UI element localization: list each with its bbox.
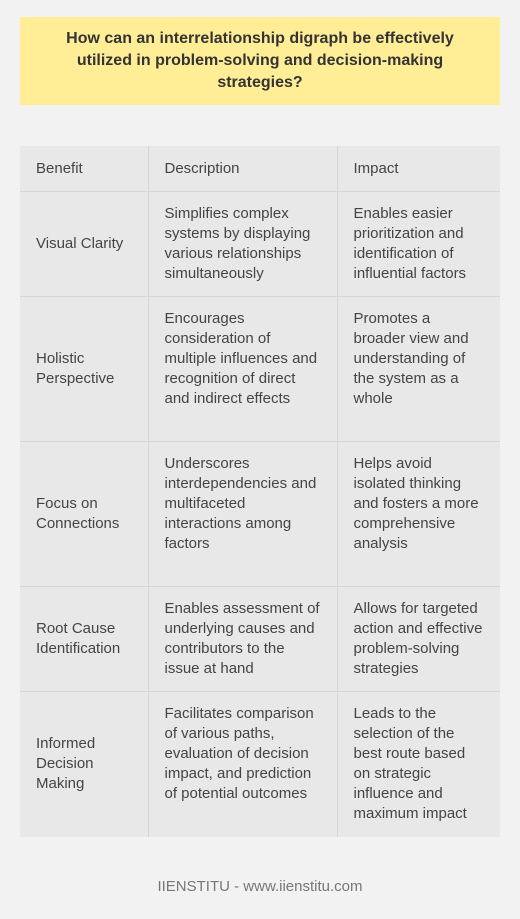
- benefits-table: [20, 146, 500, 837]
- question-title: How can an interrelationship digraph be effectively utilized in problem-solving and decision-making strategies?: [66, 30, 454, 91]
- benefit-cell: Holistic Perspective: [20, 297, 148, 442]
- description-cell: Underscores interdependencies and multifaceted interactions among factors: [148, 442, 337, 587]
- footer-credit: IIENSTITU - www.iienstitu.com: [157, 878, 363, 895]
- table-row: [20, 692, 500, 837]
- header-description: Description: [148, 146, 337, 192]
- header-impact: Impact: [337, 146, 500, 192]
- impact-cell: Leads to the selection of the best route based on strategic influence and maximum impact: [337, 692, 500, 837]
- benefit-cell: Focus on Connections: [20, 442, 148, 587]
- impact-cell: Allows for targeted action and effective problem-solving strategies: [337, 587, 500, 692]
- benefit-cell: Root Cause Identification: [20, 587, 148, 692]
- impact-cell: Promotes a broader view and understanding of the system as a whole: [337, 297, 500, 442]
- impact-cell: Enables easier prioritization and identification of influential factors: [337, 192, 500, 297]
- description-cell: Enables assessment of underlying causes and contributors to the issue at hand: [148, 587, 337, 692]
- description-cell: Encourages consideration of multiple influences and recognition of direct and indirect effects: [148, 297, 337, 442]
- benefit-cell: Informed Decision Making: [20, 692, 148, 837]
- question-banner: [20, 17, 500, 105]
- table-row: [20, 297, 500, 442]
- description-cell: Simplifies complex systems by displaying various relationships simultaneously: [148, 192, 337, 297]
- table-row: [20, 192, 500, 297]
- benefit-cell: Visual Clarity: [20, 192, 148, 297]
- header-benefit: Benefit: [20, 146, 148, 192]
- table-row: [20, 442, 500, 587]
- table-header-row: [20, 146, 500, 192]
- table-row: [20, 587, 500, 692]
- description-cell: Facilitates comparison of various paths, evaluation of decision impact, and prediction of potential outcomes: [148, 692, 337, 837]
- impact-cell: Helps avoid isolated thinking and fosters a more comprehensive analysis: [337, 442, 500, 587]
